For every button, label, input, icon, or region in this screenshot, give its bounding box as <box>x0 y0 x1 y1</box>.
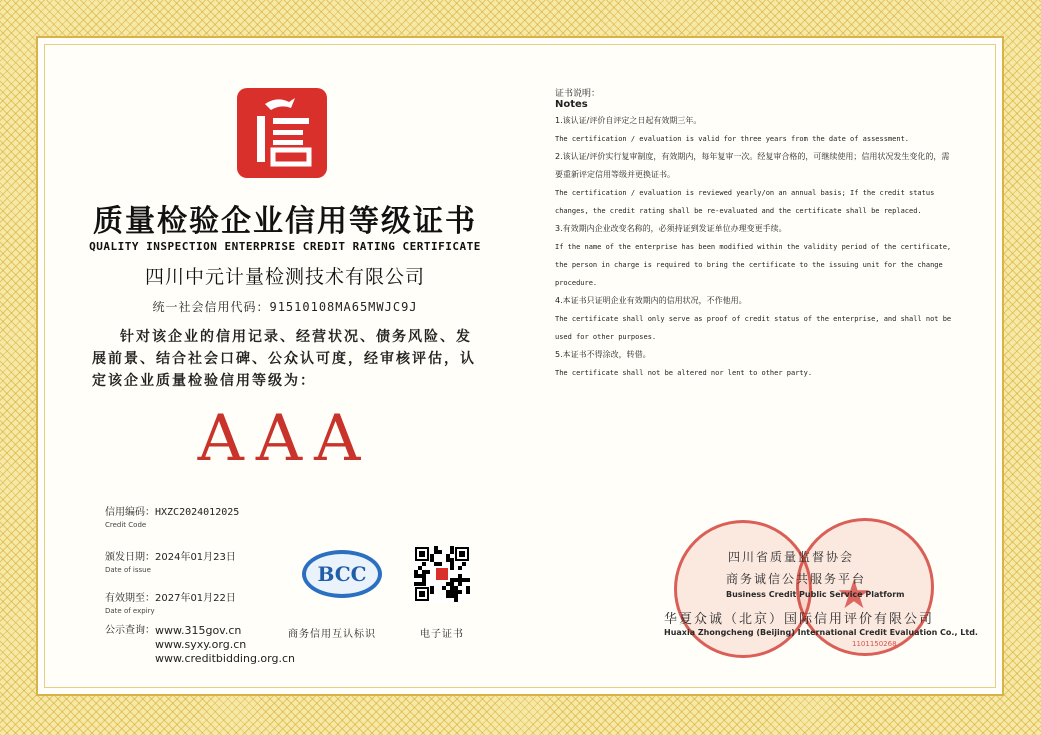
credit-code-block <box>105 503 239 529</box>
note-en: The certification / evaluation is valid for three years from the date of assessment. <box>555 135 910 143</box>
issuer-platform-cn: 商务诚信公共服务平台 <box>726 572 867 586</box>
query-site[interactable]: www.creditbidding.org.cn <box>155 652 295 665</box>
uscc-value: 91510108MA65MWJC9J <box>269 300 418 314</box>
issue-value: 2024年01月23日 <box>155 552 236 563</box>
query-block <box>105 624 295 666</box>
note-cn: 5.本证书不得涂改，转借。 <box>555 350 651 359</box>
company-name: 四川中元计量检测技术有限公司 <box>144 266 425 288</box>
note-en: The certificate shall not be altered nor lent to other party. <box>555 369 813 377</box>
expiry-date-block <box>105 589 236 615</box>
expiry-value: 2027年01月22日 <box>155 593 236 604</box>
certificate-title-en: QUALITY INSPECTION ENTERPRISE CREDIT RATING CERTIFICATE <box>89 240 481 253</box>
note-en: The certificate shall only serve as proof of credit status of the enterprise, and shall not be used for other purposes. <box>555 315 952 341</box>
notes-heading-cn: 证书说明： <box>555 89 601 99</box>
credit-code-label: 信用编码： <box>105 507 155 518</box>
query-site[interactable]: www.syxy.org.cn <box>155 638 247 651</box>
note-en: The certification / evaluation is reviewed yearly/on an annual basis; If the credit status changes, the credit rating shall be re-evaluated and the certificate shall be replaced. <box>555 189 935 215</box>
uscc-line <box>70 298 500 315</box>
notes-section <box>555 86 955 382</box>
qr-code-icon[interactable] <box>414 546 470 602</box>
credit-rating: AAA <box>197 402 373 476</box>
note-cn: 2.该认证/评价实行复审制度，有效期内，每年复审一次。经复审合格的，可继续使用；信用状况发生变化的，需要重新评定信用等级并更换证书。 <box>555 152 950 179</box>
bcc-logo <box>302 550 382 598</box>
note-en: If the name of the enterprise has been modified within the validity period of the certificate, the person in charge is required to bring the certificate to the issuing unit for the change procedure. <box>555 243 952 287</box>
credit-code-value: HXZC2024012025 <box>155 507 240 518</box>
bcc-caption: 商务信用互认标识 <box>288 629 376 640</box>
expiry-label: 有效期至： <box>105 593 155 604</box>
credit-code-en: Credit Code <box>105 521 147 529</box>
qr-caption: 电子证书 <box>420 629 464 640</box>
issue-date-block <box>105 548 236 574</box>
uscc-label: 统一社会信用代码： <box>152 300 270 314</box>
note-cn: 4.本证书只证明企业有效期内的信用状况，不作他用。 <box>555 296 747 305</box>
star-icon: ★ <box>836 572 872 618</box>
note-cn: 1.该认证/评价自评定之日起有效期三年。 <box>555 116 702 125</box>
bcc-logo-text: BCC <box>317 562 367 586</box>
notes-heading-en: Notes <box>555 99 588 110</box>
note-cn: 3.有效期内企业改变名称的，必须持证到发证单位办理变更手续。 <box>555 224 787 233</box>
query-label: 公示查询： <box>105 625 155 636</box>
query-site[interactable]: www.315gov.cn <box>155 624 242 637</box>
certificate-title-cn: 质量检验企业信用等级证书 <box>93 204 477 239</box>
expiry-en: Date of expiry <box>105 607 155 615</box>
xin-logo-icon <box>237 88 327 178</box>
issuer-platform-en: Business Credit Public Service Platform <box>726 590 905 599</box>
issue-label: 颁发日期： <box>105 552 155 563</box>
rating-statement: 针对该企业的信用记录、经营状况、债务风险、发展前景、结合社会口碑、公众认可度，经审核评估，认定该企业质量检验信用等级为： <box>92 329 476 389</box>
issuer-company-cn: 华夏众诚（北京）国际信用评价有限公司 <box>664 612 935 627</box>
seal-number: 1101150268 <box>852 640 897 648</box>
issuer-company-en: Huaxia Zhongcheng (Beijing) International Credit Evaluation Co., Ltd. <box>664 628 978 637</box>
official-seal-icon <box>674 520 812 658</box>
issue-en: Date of issue <box>105 566 151 574</box>
issuer-association: 四川省质量监督协会 <box>728 550 855 564</box>
